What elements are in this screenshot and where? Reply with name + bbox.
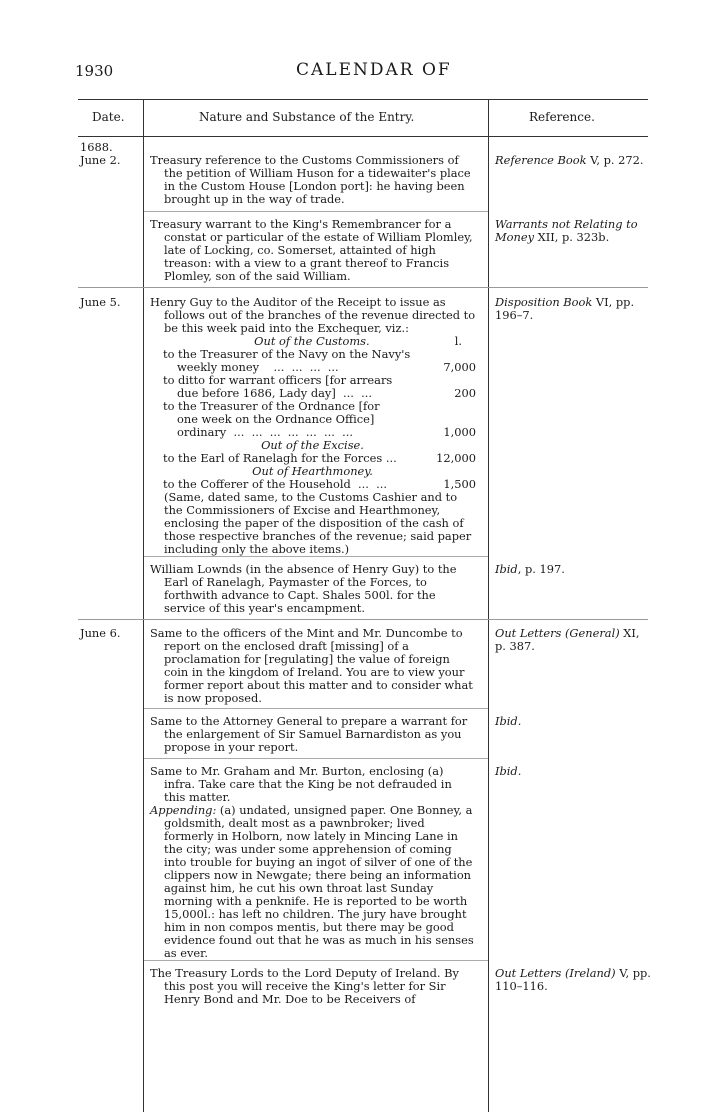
entry-separator bbox=[144, 960, 488, 961]
list-item: one week on the Ordnance Office] bbox=[177, 412, 375, 426]
section-heading: Out of Hearthmoney. bbox=[252, 464, 373, 478]
entry-reference: Warrants not Relating to Money XII, p. 323b. bbox=[495, 217, 638, 244]
column-divider-right bbox=[488, 99, 489, 1112]
entry-text: Henry Guy to the Auditor of the Receipt to issue as follows out of the branches of the revenue directed to be this week paid into the Exchequer, viz.: bbox=[150, 295, 476, 335]
entry-note: (Same, dated same, to the Customs Cashier and to the Commissioners of Excise and Hearthmoney, enclosing the paper of the disposition of the cash of those respective branches of the revenue; said paper including only the above items.) bbox=[164, 490, 472, 556]
entry-text: Treasury reference to the Customs Commissioners of the petition of William Huson for a tidewaiter's place in the Custom House [London port]: he having been brought up in the way of trade. bbox=[150, 153, 471, 206]
entry-date: June 6. bbox=[80, 626, 121, 640]
entry-reference: Disposition Book VI, pp. 196–7. bbox=[495, 295, 635, 322]
section-heading: Out of the Customs. bbox=[254, 334, 370, 348]
column-header-reference: Reference. bbox=[529, 110, 595, 124]
amount: 1,500 bbox=[443, 477, 476, 491]
entry-date: June 2. bbox=[80, 153, 121, 167]
list-item: ordinary ... ... ... ... ... ... ... bbox=[177, 425, 353, 439]
entry-reference: Ibid, p. 197. bbox=[495, 562, 565, 576]
entry-reference: Reference Book V, p. 272. bbox=[495, 153, 644, 167]
list-item: weekly money ... ... ... ... bbox=[177, 360, 339, 374]
entry-separator bbox=[144, 211, 488, 212]
table-header-rule bbox=[78, 136, 648, 137]
entry-date: June 5. bbox=[80, 295, 121, 309]
section-heading: Out of the Excise. bbox=[261, 438, 364, 452]
list-item: to the Treasurer of the Navy on the Navy's bbox=[163, 347, 411, 361]
column-header-date: Date. bbox=[92, 110, 125, 124]
entry-reference: Ibid. bbox=[495, 764, 522, 778]
column-header-nature: Nature and Substance of the Entry. bbox=[199, 110, 415, 124]
appending-label: Appending: bbox=[150, 803, 217, 817]
amount: 200 bbox=[454, 386, 476, 400]
amount: 7,000 bbox=[443, 360, 476, 374]
disposition-list bbox=[149, 335, 476, 491]
entry-separator bbox=[144, 708, 488, 709]
page-number: 1930 bbox=[75, 62, 114, 80]
entry-text: Same to the Attorney General to prepare a warrant for the enlargement of Sir Samuel Barnardiston as you propose in your report. bbox=[150, 714, 468, 754]
list-item: to ditto for warrant officers [for arrears bbox=[163, 373, 393, 387]
entry-separator bbox=[78, 287, 648, 288]
list-item: to the Earl of Ranelagh for the Forces ... bbox=[163, 451, 397, 465]
entry-text: Treasury warrant to the King's Remembrancer for a constat or particular of the estate of William Plomley, late of Locking, co. Somerset, attainted of high treason: with a view to a grant thereof to Francis Plomley, son of the said William. bbox=[150, 217, 473, 283]
amount: 12,000 bbox=[436, 451, 476, 465]
entry-text: The Treasury Lords to the Lord Deputy of Ireland. By this post you will receive the King's letter for Sir Henry Bond and Mr. Doe to be Receivers of bbox=[150, 966, 459, 1006]
entry-text: Same to the officers of the Mint and Mr. Duncombe to report on the enclosed draft [missing] of a proclamation for [regulating] the value of foreign coin in the kingdom of Ireland. You are to view your former report about this matter and to consider what is now proposed. bbox=[150, 626, 473, 705]
list-item: to the Cofferer of the Household ... ... bbox=[163, 477, 388, 491]
list-item: due before 1686, Lady day] ... ... bbox=[177, 386, 373, 400]
entry-reference: Out Letters (Ireland) V, pp. 110–116. bbox=[495, 966, 651, 993]
amount: 1,000 bbox=[443, 425, 476, 439]
entry-text: William Lownds (in the absence of Henry Guy) to the Earl of Ranelagh, Paymaster of the Forces, to forthwith advance to Capt. Shales 500l. for the service of this year's encampment. bbox=[150, 562, 457, 615]
list-item: to the Treasurer of the Ordnance [for bbox=[163, 399, 380, 413]
entry-reference: Ibid. bbox=[495, 714, 522, 728]
entry-separator bbox=[78, 619, 648, 620]
entry-text: Same to Mr. Graham and Mr. Burton, enclosing (a) infra. Take care that the King be not defrauded in this matter. Appending: (a) undated, unsigned paper. One Bonney, a goldsmith, dealt most as a pawnbroker; lived formerly in Holborn, now lately in Mincing Lane in the city; was under some apprehension of coming into trouble for buying an ingot of silver of one of the clippers now in Newgate; there being an information against him, he cut his own throat last Sunday morning with a penknife. He is reported to be worth 15,000l.: has left no children. The jury have brought him in non compos mentis, but there may be good evidence found out that he was as much in his senses as ever. bbox=[150, 764, 474, 960]
page-title: CALENDAR OF bbox=[296, 60, 452, 80]
entry-separator bbox=[144, 556, 488, 557]
entry-year: 1688. bbox=[80, 140, 113, 154]
entry-reference: Out Letters (General) XI, p. 387. bbox=[495, 626, 640, 653]
currency-heading: l. bbox=[454, 334, 462, 348]
entry-separator bbox=[144, 758, 488, 759]
table-top-rule bbox=[78, 99, 648, 100]
